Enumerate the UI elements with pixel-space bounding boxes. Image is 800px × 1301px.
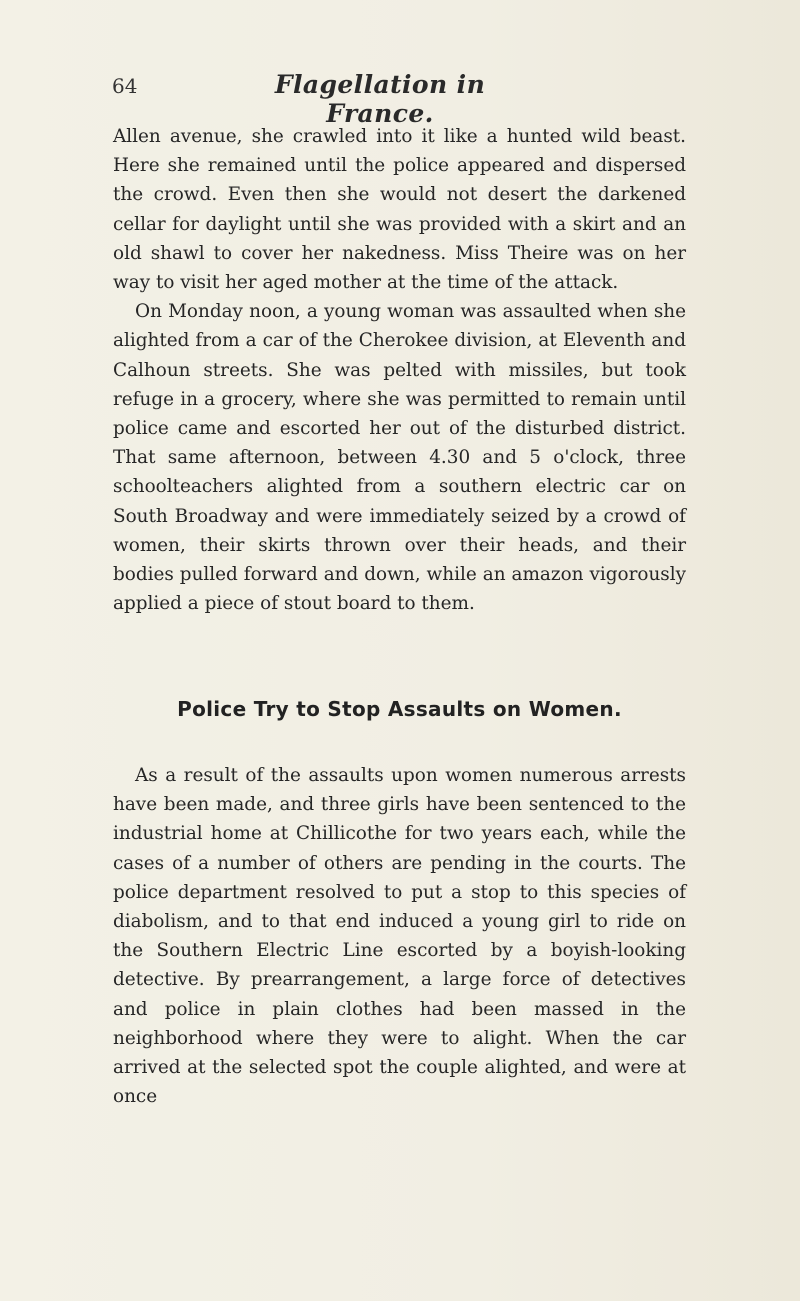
paragraph: Allen avenue, she crawled into it like a hunted wild beast. Here she remained until the police appeared and dispersed the crowd. Even then she would not desert the darkened cellar for daylight until she was provided with a skirt and an old shawl to cover her nakedness. Miss Theire was on her way to visit her aged mother at the time of the attack. xyxy=(113,126,686,294)
body-text-section-2 xyxy=(113,761,686,1111)
section-subheading: Police Try to Stop Assaults on Women. xyxy=(177,697,622,721)
paragraph: As a result of the assaults upon women numerous arrests have been made, and three girls have been sentenced to the industrial home at Chillicothe for two years each, while the cases of a number of others are pending in the courts. The police department resolved to put a stop to this species of diabolism, and to that end induced a young girl to ride on the Southern Electric Line escorted by a boyish-looking detective. By prearrangement, a large force of detectives and police in plain clothes had been massed in the neighborhood where they were to alight. When the car arrived at the selected spot the couple alighted, and were at once xyxy=(113,765,686,1108)
page-number: 64 xyxy=(112,74,138,98)
paragraph: On Monday noon, a young woman was assaulted when she alighted from a car of the Cherokee division, at Eleventh and Calhoun streets. She was pelted with missiles, but took refuge in a grocery, where she was permitted to remain until police came and escorted her out of the disturbed district. That same afternoon, between 4.30 and 5 o'clock, three schoolteachers alighted from a southern electric car on South Broadway and were immediately seized by a crowd of women, their skirts thrown over their heads, and their bodies pulled forward and down, while an amazon vigorously applied a piece of stout board to them. xyxy=(113,301,686,615)
running-title: Flagellation in France. xyxy=(274,70,486,128)
body-text-section-1 xyxy=(113,122,686,618)
running-header xyxy=(112,70,688,128)
